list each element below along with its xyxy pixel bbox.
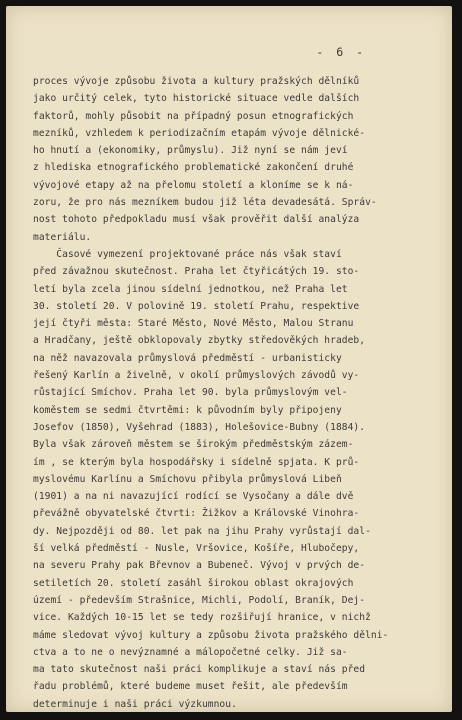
text-line: na něž navazovala průmyslová předměstí - urbanisticky <box>33 352 342 364</box>
text-line: (1901) a na ni navazující rodící se Vysočany a dále dvě <box>33 491 354 503</box>
text-line: koměstem se sedmi čtvrtěmi: k původním byly připojeny <box>33 404 342 416</box>
text-line: ím , se kterým byla hospodářsky i sídelně spjata. K prů- <box>33 456 360 468</box>
text-line: zoru, že pro nás mezníkem budou již léta devadesátá. Správ- <box>33 197 377 209</box>
text-line: Josefov (1850), Vyšehrad (1883), Holešovice-Bubny (1884). <box>33 421 366 433</box>
text-line: 30. století 20. V polovině 19. století Prahu, respektive <box>33 300 360 312</box>
text-line: jako určitý celek, tyto historické situace vedle dalších <box>33 93 360 105</box>
text-line: máme sledovat vývoj kultury a způsobu života pražského dělni- <box>33 629 389 641</box>
text-line: setiletích 20. století zasáhl širokou oblast okrajových <box>33 577 354 589</box>
text-line: dy. Nejpozději od 80. let pak na jihu Prahy vyrůstají dal- <box>33 525 371 537</box>
text-line: vice. Každých 10-15 let se tedy rozšiřují hranice, v nichž <box>33 612 371 624</box>
text-line: a Hradčany, ještě obklopovaly zbytky středověkých hradeb, <box>33 335 366 347</box>
page-number: - 6 - <box>316 45 366 59</box>
text-line: ší velká předměstí - Nusle, Vršovice, Košíře, Hlubočepy, <box>33 543 360 555</box>
text-line: letí byla zcela jinou sídelní jednotkou, než Praha let <box>33 283 348 295</box>
text-line: růstající Smíchov. Praha let 90. byla průmyslovým vel- <box>33 387 348 399</box>
text-line: mezníků, vzhledem k periodizačním etapám vývoje dělnické- <box>33 127 366 139</box>
text-line: z hlediska etnografického problematické zakončení druhé <box>33 162 354 174</box>
text-line: nost tohoto předpokladu musí však prověřit další analýza <box>33 214 360 226</box>
text-line: materiálu. <box>33 231 92 243</box>
text-line: na severu Prahy pak Břevnov a Bubeneč. Vývoj v prvých de- <box>33 560 366 572</box>
text-line: řešený Karlín a živelně, v okolí průmyslových závodů vy- <box>33 370 360 382</box>
text-line: území - především Strašnice, Michli, Podolí, Braník, Dej- <box>33 594 366 606</box>
body-text <box>33 73 445 713</box>
text-line: Časové vymezení projektované práce nás však staví <box>33 248 342 260</box>
text-line: vývojové etapy až na přelomu století a kloníme se k ná- <box>33 179 354 191</box>
text-line: řadu problémů, které budeme muset řešit, ale především <box>33 681 348 693</box>
text-line: faktorů, mohly působit na případný posun etnografických <box>33 110 354 122</box>
text-line: Byla však zároveň městem se širokým předměstským zázem- <box>33 439 354 451</box>
text-line: proces vývoje způsobu života a kultury pražských dělníků <box>33 76 360 87</box>
typewritten-page <box>6 6 452 712</box>
text-line: ho hnutí a (ekonomiky, průmyslu). Již nyní se nám jeví <box>33 145 348 157</box>
text-line: ma tato skutečnost naši práci komplikuje a staví nás před <box>33 664 366 676</box>
text-line: převážně obyvatelské čtvrti: Žižkov a Královské Vinohra- <box>33 508 360 520</box>
text-line: ctva a to ne o nevýznamné a málopočetné celky. Již sa- <box>33 646 348 658</box>
text-line: její čtyři města: Staré Město, Nové Město, Malou Stranu <box>33 318 354 330</box>
text-line: před závažnou skutečnost. Praha let čtyřicátých 19. sto- <box>33 266 360 278</box>
text-line: myslovému Karlínu a Smíchovu přibyla průmyslová Libeň <box>33 473 342 485</box>
text-line: determinuje i naši práci výzkumnou. <box>33 698 237 710</box>
